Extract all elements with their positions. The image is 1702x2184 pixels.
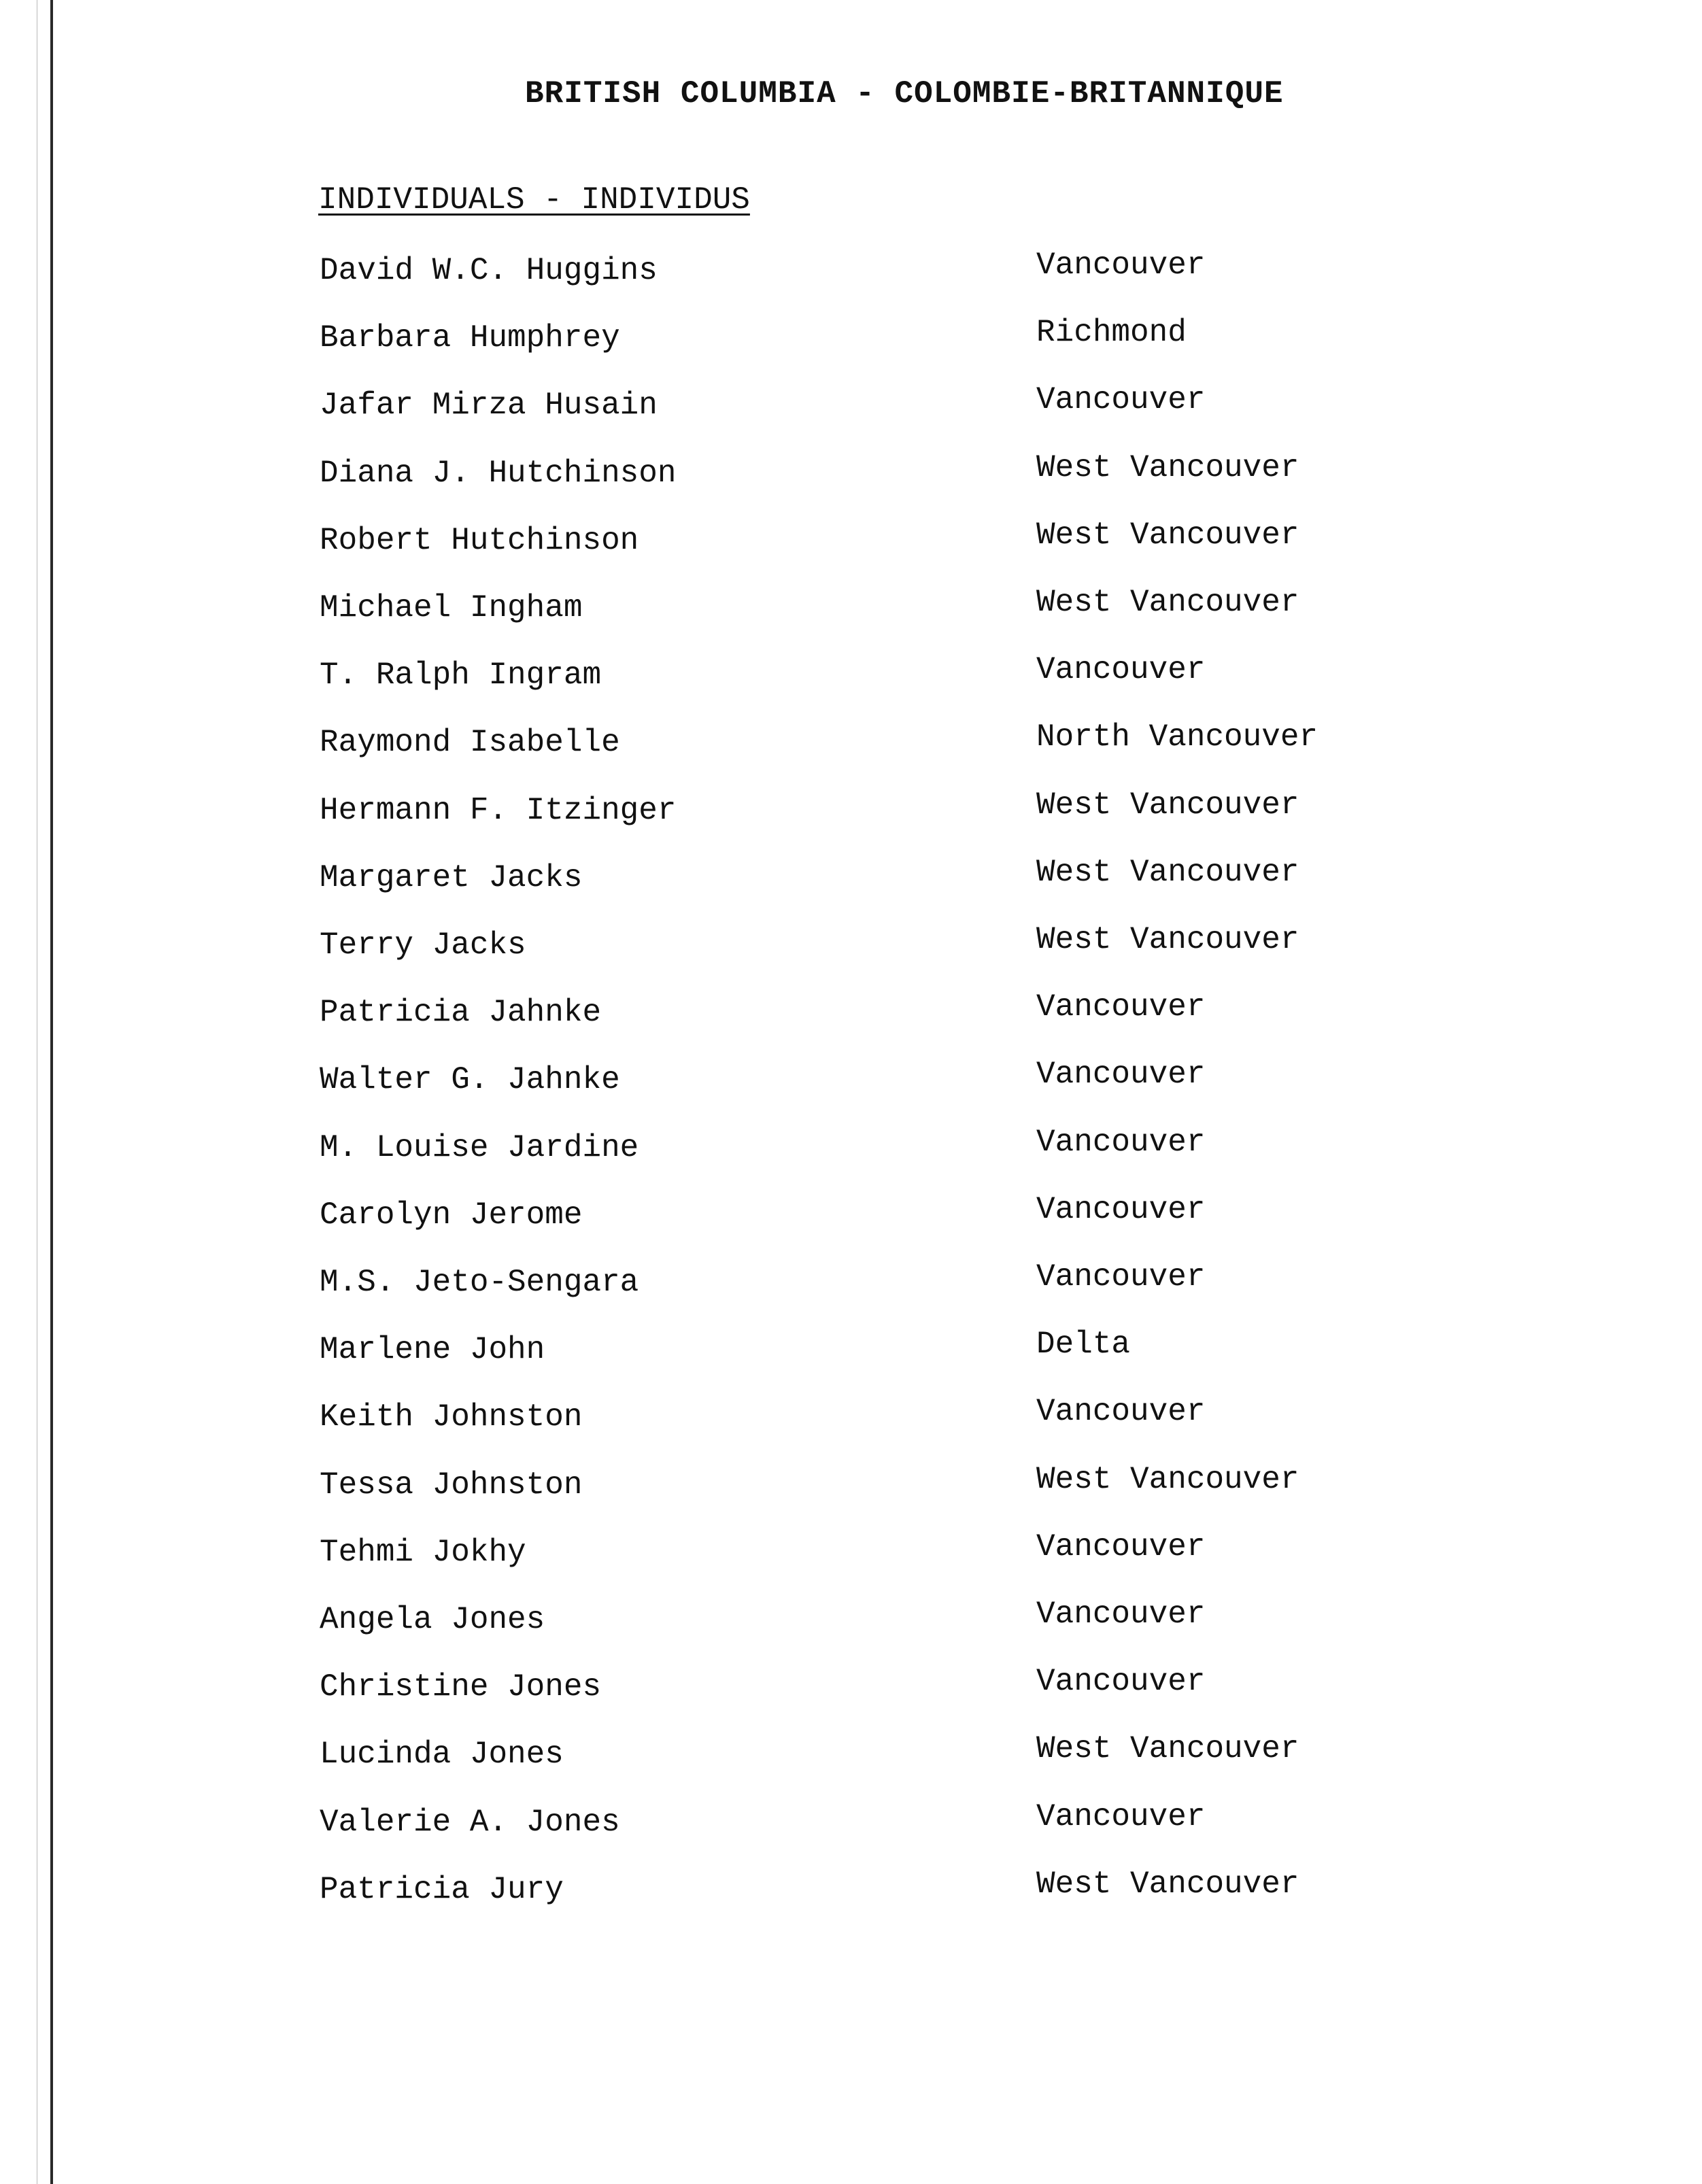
person-name: Walter G. Jahnke [320,1062,620,1097]
person-city: Delta [1036,1327,1131,1362]
person-name: Tessa Johnston [320,1467,583,1503]
list-item [0,922,1702,968]
person-name: Robert Hutchinson [320,523,639,558]
list-item [0,1731,1702,1777]
person-name: David W.C. Huggins [320,253,658,288]
person-name: Patricia Jury [320,1872,564,1907]
person-name: Angela Jones [320,1602,545,1637]
list-item [0,1259,1702,1306]
person-name: Keith Johnston [320,1399,583,1435]
person-city: Richmond [1036,315,1187,350]
list-item [0,787,1702,834]
person-city: West Vancouver [1036,855,1299,890]
person-city: Vancouver [1036,1597,1206,1632]
person-city: Vancouver [1036,1057,1206,1092]
person-city: Vancouver [1036,1259,1206,1295]
person-city: West Vancouver [1036,1866,1299,1902]
person-name: Lucinda Jones [320,1737,564,1772]
list-item [0,855,1702,901]
list-item [0,1327,1702,1373]
list-item [0,1866,1702,1913]
person-name: Michael Ingham [320,590,583,626]
person-city: North Vancouver [1036,719,1318,755]
person-city: Vancouver [1036,1192,1206,1227]
person-city: Vancouver [1036,1125,1206,1160]
list-item [0,1664,1702,1710]
list-item [0,1057,1702,1103]
person-city: West Vancouver [1036,1462,1299,1497]
list-item [0,248,1702,294]
person-name: Hermann F. Itzinger [320,793,677,828]
person-city: Vancouver [1036,1529,1206,1565]
list-item [0,585,1702,631]
person-city: Vancouver [1036,382,1206,417]
person-city: Vancouver [1036,989,1206,1025]
person-city: West Vancouver [1036,517,1299,553]
list-item [0,1462,1702,1508]
list-item [0,719,1702,766]
list-item [0,382,1702,428]
person-name: Margaret Jacks [320,860,583,895]
person-city: West Vancouver [1036,585,1299,620]
person-name: Tehmi Jokhy [320,1535,526,1570]
list-item [0,1192,1702,1238]
person-city: West Vancouver [1036,1731,1299,1767]
person-city: Vancouver [1036,1394,1206,1429]
person-name: Barbara Humphrey [320,320,620,356]
person-name: Raymond Isabelle [320,725,620,760]
person-name: Patricia Jahnke [320,995,602,1030]
person-city: West Vancouver [1036,787,1299,823]
list-item [0,1597,1702,1643]
list-item [0,1394,1702,1440]
list-item [0,652,1702,698]
list-item [0,1799,1702,1845]
person-city: West Vancouver [1036,450,1299,485]
person-city: Vancouver [1036,652,1206,687]
person-city: Vancouver [1036,1664,1206,1699]
list-item [0,989,1702,1036]
person-name: Marlene John [320,1332,545,1367]
person-name: Christine Jones [320,1669,602,1705]
page-title: BRITISH COLUMBIA - COLOMBIE-BRITANNIQUE [525,76,1284,112]
list-item [0,517,1702,564]
list-item [0,450,1702,496]
person-city: Vancouver [1036,248,1206,283]
person-name: Jafar Mirza Husain [320,388,658,423]
person-name: Carolyn Jerome [320,1197,583,1233]
list-item [0,1529,1702,1575]
section-heading: INDIVIDUALS - INDIVIDUS [318,182,750,218]
person-city: Vancouver [1036,1799,1206,1835]
person-name: Terry Jacks [320,927,526,963]
person-name: Diana J. Hutchinson [320,456,677,491]
person-name: M.S. Jeto-Sengara [320,1265,639,1300]
list-item [0,315,1702,361]
list-item [0,1125,1702,1171]
person-name: Valerie A. Jones [320,1805,620,1840]
person-name: T. Ralph Ingram [320,658,602,693]
person-name: M. Louise Jardine [320,1130,639,1165]
person-city: West Vancouver [1036,922,1299,957]
